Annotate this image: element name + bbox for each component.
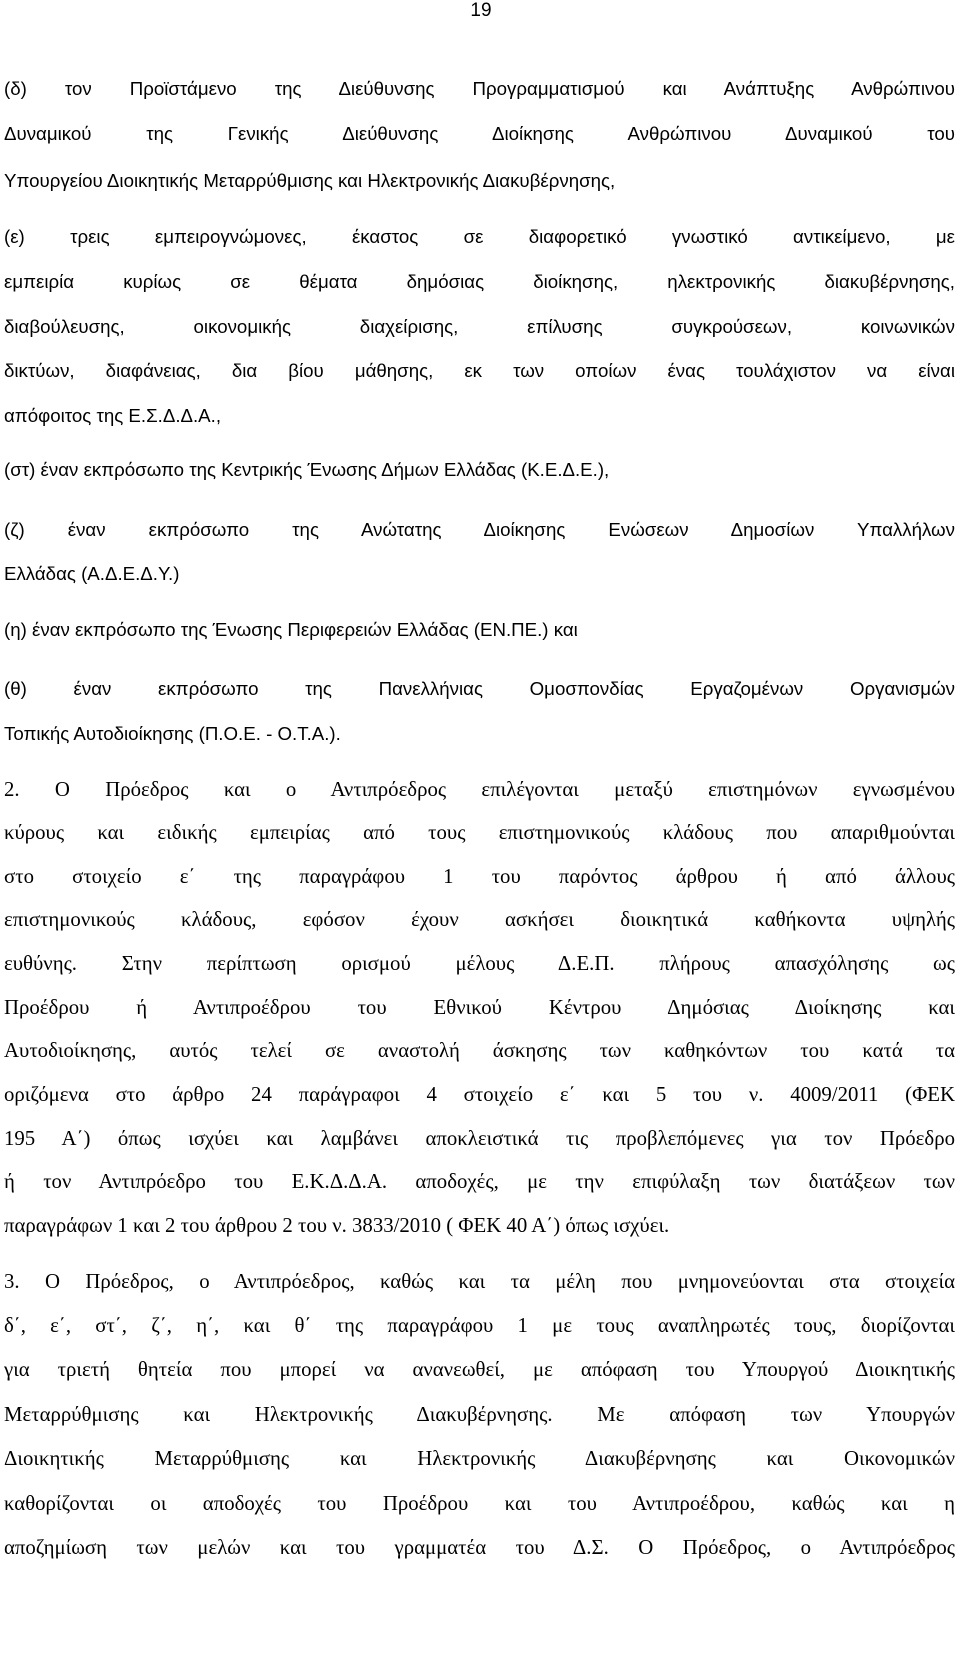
text-line: δ΄, ε΄, στ΄, ζ΄, η΄, και θ΄ της παραγράφου 1 με τους αναπληρωτές τους, διορίζονται [4,1314,955,1337]
text-line: Ελλάδας (Α.Δ.Ε.Δ.Υ.) [4,563,180,584]
text-line: Διοικητικής Μεταρρύθμισης και Ηλεκτρονικής Διακυβέρνησης και Οικονομικών [4,1447,955,1470]
text-line: ή τον Αντιπρόεδρο του Ε.Κ.Δ.Δ.Α. αποδοχές, με την επιφύλαξη των διατάξεων των [4,1170,955,1193]
text-line: δικτύων, διαφάνειας, δια βίου μάθησης, εκ των οποίων ένας τουλάχιστον να είναι [4,360,955,381]
text-line: για τριετή θητεία που μπορεί να ανανεωθεί, με απόφαση του Υπουργού Διοικητικής [4,1358,955,1381]
text-line: Αυτοδιοίκησης, αυτός τελεί σε αναστολή άσκησης των καθηκόντων του κατά τα [4,1039,955,1062]
text-line: (η) έναν εκπρόσωπο της Ένωσης Περιφερειών Ελλάδας (ΕΝ.ΠΕ.) και [4,619,578,640]
text-line: Μεταρρύθμισης και Ηλεκτρονικής Διακυβέρνησης. Με απόφαση των Υπουργών [4,1403,955,1426]
text-line: εμπειρία κυρίως σε θέματα δημόσιας διοίκησης, ηλεκτρονικής διακυβέρνησης, [4,271,955,292]
text-line: επιστημονικούς κλάδους, εφόσον έχουν ασκήσει διοικητικά καθήκοντα υψηλής [4,908,955,931]
text-line: 195 Α΄) όπως ισχύει και λαμβάνει αποκλειστικά τις προβλεπόμενες για τον Πρόεδρο [4,1127,955,1150]
text-line: καθορίζονται οι αποδοχές του Προέδρου και του Αντιπροέδρου, καθώς και η [4,1492,955,1515]
text-line: (θ) έναν εκπρόσωπο της Πανελλήνιας Ομοσπονδίας Εργαζομένων Οργανισμών [4,678,955,699]
text-line: (ε) τρεις εμπειρογνώμονες, έκαστος σε διαφορετικό γνωστικό αντικείμενο, με [4,226,955,247]
text-line: παραγράφων 1 και 2 του άρθρου 2 του ν. 3833/2010 ( ΦΕΚ 40 Α΄) όπως ισχύει. [4,1214,670,1237]
text-line: (στ) έναν εκπρόσωπο της Κεντρικής Ένωσης Δήμων Ελλάδας (Κ.Ε.Δ.Ε.), [4,459,610,480]
text-line: (δ) τον Προϊστάμενο της Διεύθυνσης Προγραμματισμού και Ανάπτυξης Ανθρώπινου [4,78,955,99]
text-line: ευθύνης. Στην περίπτωση ορισμού μέλους Δ.Ε.Π. πλήρους απασχόλησης ως [4,952,955,975]
text-line: Υπουργείου Διοικητικής Μεταρρύθμισης και Ηλεκτρονικής Διακυβέρνησης, [4,170,616,191]
text-line: 2. Ο Πρόεδρος και ο Αντιπρόεδρος επιλέγονται μεταξύ επιστημόνων εγνωσμένου [4,778,955,801]
text-line: Προέδρου ή Αντιπροέδρου του Εθνικού Κέντρου Δημόσιας Διοίκησης και [4,996,955,1019]
text-line: (ζ) έναν εκπρόσωπο της Ανώτατης Διοίκησης Ενώσεων Δημοσίων Υπαλλήλων [4,519,955,540]
text-line: αποζημίωση των μελών και του γραμματέα του Δ.Σ. Ο Πρόεδρος, ο Αντιπρόεδρος [4,1536,955,1559]
text-line: οριζόμενα στο άρθρο 24 παράγραφοι 4 στοιχείο ε΄ και 5 του ν. 4009/2011 (ΦΕΚ [4,1083,955,1106]
text-line: Δυναμικού της Γενικής Διεύθυνσης Διοίκησης Ανθρώπινου Δυναμικού του [4,123,955,144]
text-line: στο στοιχείο ε΄ της παραγράφου 1 του παρόντος άρθρου ή από άλλους [4,865,955,888]
text-line: 3. Ο Πρόεδρος, ο Αντιπρόεδρος, καθώς και τα μέλη που μνημονεύονται στα στοιχεία [4,1270,955,1293]
page-number: 19 [470,0,492,21]
text-line: κύρους και ειδικής εμπειρίας από τους επιστημονικούς κλάδους που απαριθμούνται [4,821,955,844]
text-line: Τοπικής Αυτοδιοίκησης (Π.Ο.Ε. - Ο.Τ.Α.). [4,723,341,744]
text-line: διαβούλευσης, οικονομικής διαχείρισης, επίλυσης συγκρούσεων, κοινωνικών [4,316,955,337]
text-line: απόφοιτος της Ε.Σ.Δ.Δ.Α., [4,405,222,426]
